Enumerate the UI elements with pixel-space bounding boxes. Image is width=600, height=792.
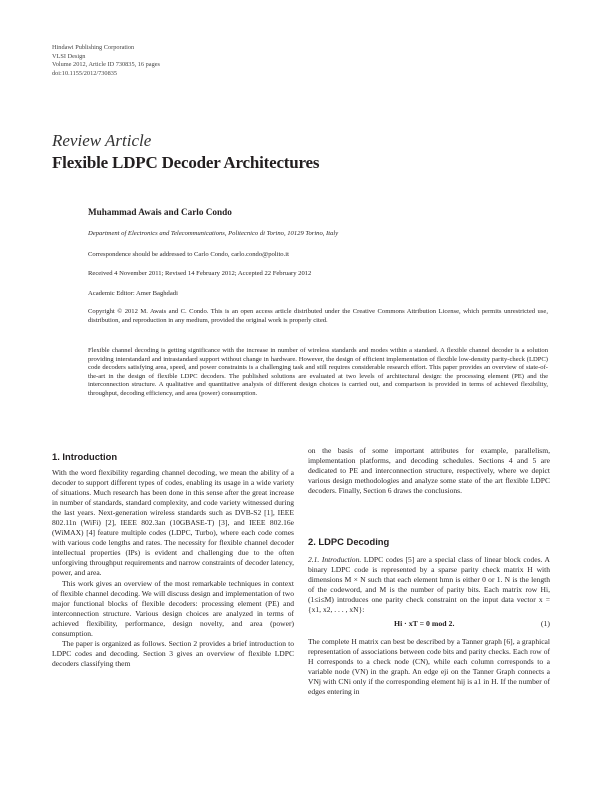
volume-info: Volume 2012, Article ID 730835, 16 pages bbox=[52, 61, 160, 69]
paragraph: With the word flexibility regarding channel decoding, we mean the ability of a decoder to support different types of codes, enabling its usage in a wide variety of situations. Much research has been done in this sense after the great increase in number of standards, standard complexity, and code variety witnessed during the last years. Next-generation wireless standards such as DVB-S2 [1], IEEE 802.11n (WiFi) [2], IEEE 802.3an (10GBASE-T) [3], and IEEE 802.16e (WiMAX) [4] feature multiple codes (LDPC, Turbo), where each code comes with various code lengths and rates. The necessity for flexible channel decoder intellectual properties (IPs) is evident and challenging due to the often unforgiving throughput requirements and narrow constraints of decoder latency, power, and area. bbox=[52, 468, 294, 578]
right-column-top bbox=[308, 446, 550, 496]
correspondence: Correspondence should be addressed to Carlo Condo, carlo.condo@polito.it bbox=[88, 251, 289, 258]
article-type: Review Article bbox=[52, 131, 152, 150]
journal-header bbox=[52, 44, 160, 78]
right-column-body bbox=[308, 555, 550, 615]
paragraph: The complete H matrix can best be described by a Tanner graph [6], a graphical representation of associations between code bits and parity checks. Each row of H corresponds to a check node (CN), while each column corresponds to a variable node (VN) in the graph. An edge eji on the Tanner Graph connects a VNj with CNi only if the corresponding element hij is a1 in H. If the number of edges entering in bbox=[308, 637, 550, 697]
publisher: Hindawi Publishing Corporation bbox=[52, 44, 135, 51]
paragraph: on the basis of some important attributes for example, parallelism, implementation platforms, and decoding schedules. Sections 4 and 5 are dedicated to PE and interconnection structure, respectively, where we depict various design methodologies and analyze some state of the art flexible LDPC decoders. Finally, Section 6 draws the conclusions. bbox=[308, 446, 550, 496]
paragraph: This work gives an overview of the most remarkable techniques in context of flexible channel decoding. We will discuss design and implementation of two major functional blocks of flexible decoders: processing element (PE) and interconnection structure. Various design choices are analyzed in terms of achieved flexibility, performance, design novelty, and area (power) consumption. bbox=[52, 578, 294, 638]
copyright: Copyright © 2012 M. Awais and C. Condo. This is an open access article distributed under the Creative Commons Attribution License, which permits unrestricted use, distribution, and reproduction in any medium, provided the original work is properly cited. bbox=[88, 308, 548, 324]
dates: Received 4 November 2011; Revised 14 February 2012; Accepted 22 February 2012 bbox=[88, 270, 312, 277]
equation-number: (1) bbox=[540, 619, 550, 628]
left-column bbox=[52, 468, 294, 669]
journal-name: VLSI Design bbox=[52, 52, 86, 60]
paragraph: The paper is organized as follows. Section 2 provides a brief introduction to LDPC codes and decoding. Section 3 gives an overview of flexible LDPC decoders classifying them bbox=[52, 638, 294, 668]
paragraph: LDPC codes [5] are a special class of linear block codes. A binary LDPC code is represented by a sparse parity check matrix H with dimensions M × N such that each element hmn is either 0 or 1. N is the length of the codeword, and M is the number of parity bits. Each matrix row Hi,(1≤i≤M) introduces one parity check constraint on the input data vector x = {x1, x2, . . . , xN}: bbox=[308, 555, 551, 615]
equation-expression: Hi · xT = 0 mod 2. bbox=[394, 619, 455, 628]
academic-editor: Academic Editor: Amer Baghdadi bbox=[88, 290, 178, 297]
affiliation: Department of Electronics and Telecommunications, Politecnico di Torino, 10129 Torino, Italy bbox=[88, 230, 339, 237]
section-heading-ldpc-decoding: 2. LDPC Decoding bbox=[308, 536, 390, 547]
right-column-bottom bbox=[308, 637, 550, 697]
doi: doi:10.1155/2012/730835 bbox=[52, 69, 118, 77]
section-heading-introduction: 1. Introduction bbox=[52, 451, 118, 462]
subsection-heading: 2.1. Introduction. bbox=[308, 555, 362, 564]
equation-1 bbox=[308, 619, 550, 631]
article-title: Flexible LDPC Decoder Architectures bbox=[52, 153, 320, 172]
abstract: Flexible channel decoding is getting significance with the increase in number of wireless standards and modes within a standard. A flexible channel decoder is a solution providing interstandard and intrastandard support without change in hardware. However, the design of efficient implementation of flexible low-density parity-check (LDPC) code decoders satisfying area, speed, and power constraints is a challenging task and still requires considerable research effort. This paper provides an overview of state-of-the-art in the design of flexible LDPC decoders. The published solutions are evaluated at two levels of architectural design: the processing element (PE) and the interconnection structure. A qualitative and quantitative analysis of different design choices is carried out, and comparison is provided in terms of achieved flexibility, throughput, decoding efficiency, and area (power) consumption. bbox=[88, 347, 548, 397]
authors: Muhammad Awais and Carlo Condo bbox=[88, 207, 232, 217]
